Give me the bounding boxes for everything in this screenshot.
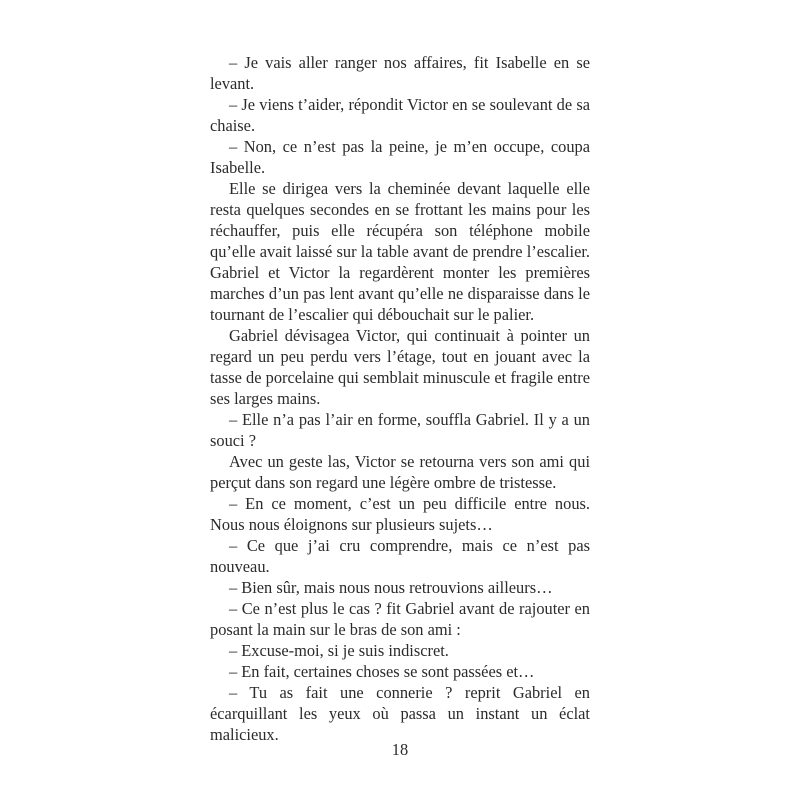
paragraph: Avec un geste las, Victor se retourna vers son ami qui perçut dans son regard une légère ombre de tristesse. bbox=[210, 452, 590, 492]
page-text bbox=[210, 52, 590, 745]
paragraph: – Elle n’a pas l’air en forme, souffla Gabriel. Il y a un souci ? bbox=[210, 410, 590, 450]
paragraph: – Tu as fait une connerie ? reprit Gabriel en écarquillant les yeux où passa un instant un éclat malicieux. bbox=[210, 683, 590, 744]
paragraph: Gabriel dévisagea Victor, qui continuait à pointer un regard un peu perdu vers l’étage, tout en jouant avec la tasse de porcelaine qui semblait minuscule et fragile entre ses larges mains. bbox=[210, 326, 590, 408]
paragraph: – Je viens t’aider, répondit Victor en se soulevant de sa chaise. bbox=[210, 95, 590, 135]
paragraph: Elle se dirigea vers la cheminée devant laquelle elle resta quelques secondes en se frottant les mains pour les réchauffer, puis elle récupéra son téléphone mobile qu’elle avait laissé sur la table avant de prendre l’escalier. Gabriel et Victor la regardèrent monter les premières marches d’un pas lent avant qu’elle ne disparaisse dans le tournant de l’escalier qui débouchait sur le palier. bbox=[210, 179, 590, 324]
paragraph: – Ce que j’ai cru comprendre, mais ce n’est pas nouveau. bbox=[210, 536, 590, 576]
paragraph: – Non, ce n’est pas la peine, je m’en occupe, coupa Isabelle. bbox=[210, 137, 590, 177]
paragraph: – Je vais aller ranger nos affaires, fit Isabelle en se levant. bbox=[210, 53, 590, 93]
paragraph: – Excuse-moi, si je suis indiscret. bbox=[229, 641, 449, 660]
paragraph: – Bien sûr, mais nous nous retrouvions ailleurs… bbox=[229, 578, 553, 597]
paragraph: – En ce moment, c’est un peu difficile entre nous. Nous nous éloignons sur plusieurs sujets… bbox=[210, 494, 590, 534]
paragraph: – Ce n’est plus le cas ? fit Gabriel avant de rajouter en posant la main sur le bras de son ami : bbox=[210, 599, 590, 639]
page-number: 18 bbox=[391, 740, 409, 759]
paragraph: – En fait, certaines choses se sont passées et… bbox=[229, 662, 535, 681]
